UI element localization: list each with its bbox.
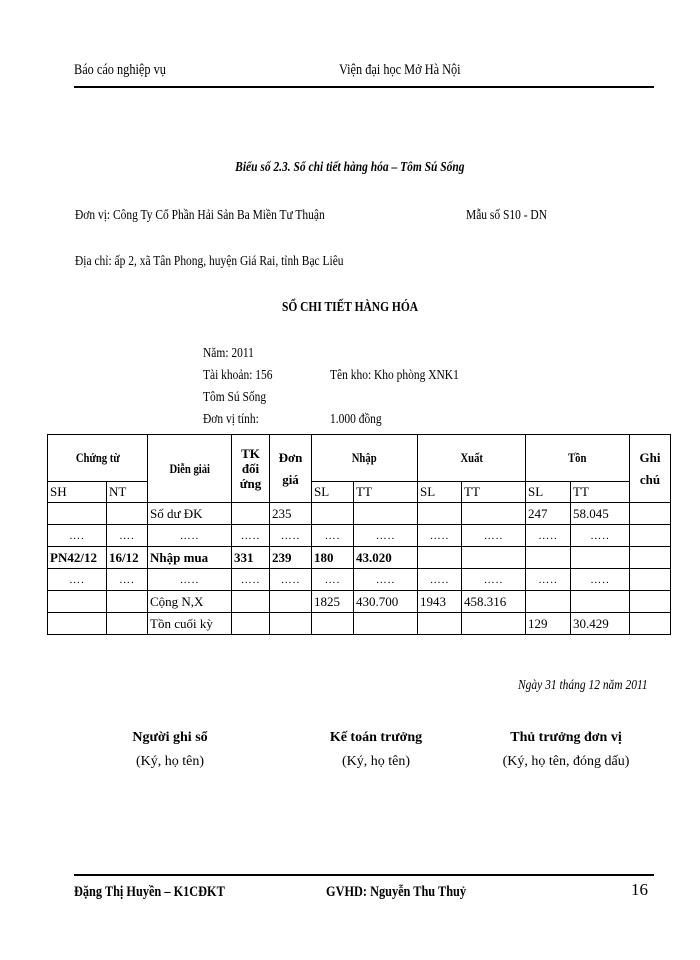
- cell-st-tt: 30.429: [571, 613, 630, 635]
- cell-sh: PN42/12: [48, 547, 107, 569]
- cell-in-sl: ….: [312, 525, 354, 547]
- cell-nt: [107, 503, 148, 525]
- table-row: [48, 613, 671, 635]
- cell-st-sl: …..: [526, 569, 571, 591]
- date-line-text: Ngày 31 tháng 12 năm 2011: [518, 678, 648, 693]
- cell-desc: …..: [148, 569, 232, 591]
- table-row: [48, 591, 671, 613]
- header-center-text: Viện đại học Mở Hà Nội: [339, 62, 461, 78]
- cell-nt: [107, 613, 148, 635]
- col-price-l1: Đơn: [278, 449, 303, 465]
- cell-out-sl: …..: [418, 569, 462, 591]
- cell-desc: Nhập mua: [148, 547, 232, 569]
- cell-price: …..: [270, 525, 312, 547]
- cell-out-sl: [418, 613, 462, 635]
- col-stock: Tồn: [526, 435, 630, 482]
- cell-acc: 331: [232, 547, 270, 569]
- cell-note: [630, 569, 671, 591]
- meta-unit-value: 1.000 đồng: [330, 412, 382, 427]
- col-note-l1: Ghi: [639, 449, 661, 465]
- col-import-tt: TT: [354, 482, 418, 503]
- signature-recorder: [70, 726, 270, 774]
- form-title-text: Biểu số 2.3. Sổ chi tiết hàng hóa – Tôm Sú Sống: [235, 160, 465, 175]
- cell-st-tt: [571, 591, 630, 613]
- cell-st-sl: [526, 591, 571, 613]
- cell-nt: 16/12: [107, 547, 148, 569]
- cell-in-tt: 430.700: [354, 591, 418, 613]
- cell-out-tt: …..: [462, 525, 526, 547]
- col-note: [630, 435, 671, 503]
- meta-account: Tài khoản: 156: [203, 368, 273, 383]
- meta-year: Năm: 2011: [203, 346, 254, 361]
- page-number: 16: [631, 880, 648, 899]
- cell-st-sl: [526, 547, 571, 569]
- cell-sh: ….: [48, 569, 107, 591]
- cell-in-tt: [354, 503, 418, 525]
- cell-desc: Tồn cuối kỳ: [148, 613, 232, 635]
- ledger-table: [47, 434, 671, 635]
- cell-st-sl: 247: [526, 503, 571, 525]
- cell-note: [630, 525, 671, 547]
- col-stock-sl: SL: [526, 482, 571, 503]
- cell-st-tt: …..: [571, 569, 630, 591]
- signature-role: Kế toán trưởng: [329, 730, 423, 745]
- signature-chief-accountant: [276, 726, 476, 774]
- col-sh: SH: [48, 482, 107, 503]
- cell-price: 235: [270, 503, 312, 525]
- cell-out-sl: …..: [418, 525, 462, 547]
- col-account-l2: đối: [241, 461, 260, 476]
- header-row-1: [48, 435, 671, 482]
- page-footer: [74, 874, 654, 906]
- table-row: [48, 525, 671, 547]
- cell-in-sl: [312, 613, 354, 635]
- col-import-sl: SL: [312, 482, 354, 503]
- ledger-title: [0, 300, 700, 316]
- cell-price: 239: [270, 547, 312, 569]
- cell-acc: [232, 503, 270, 525]
- form-title: [0, 160, 700, 176]
- col-export-tt: TT: [462, 482, 526, 503]
- cell-note: [630, 503, 671, 525]
- col-description: Diễn giải: [148, 435, 232, 503]
- cell-out-sl: [418, 547, 462, 569]
- meta-item: Tôm Sú Sống: [203, 390, 267, 405]
- col-account-l3: ứng: [239, 476, 262, 491]
- cell-in-tt: 43.020: [354, 547, 418, 569]
- date-line: [518, 678, 676, 694]
- col-import: Nhập: [312, 435, 418, 482]
- meta-unit-label: Đơn vị tính:: [203, 412, 259, 427]
- cell-in-tt: …..: [354, 569, 418, 591]
- cell-price: …..: [270, 569, 312, 591]
- meta-warehouse: Tên kho: Kho phòng XNK1: [330, 368, 459, 383]
- cell-in-tt: [354, 613, 418, 635]
- col-price-l2: giá: [282, 471, 299, 487]
- signature-hint: (Ký, họ tên): [341, 754, 411, 769]
- header-left-text: Báo cáo nghiệp vụ: [74, 62, 166, 78]
- signature-role: Người ghi sổ: [132, 730, 208, 745]
- cell-out-sl: 1943: [418, 591, 462, 613]
- col-export-sl: SL: [418, 482, 462, 503]
- table-row: [48, 569, 671, 591]
- cell-desc: …..: [148, 525, 232, 547]
- cell-out-tt: 458.316: [462, 591, 526, 613]
- cell-sh: [48, 503, 107, 525]
- cell-acc: …..: [232, 525, 270, 547]
- unit-line: [75, 208, 380, 224]
- signature-director: [466, 726, 666, 774]
- col-account-l1: TK: [241, 446, 260, 461]
- cell-in-sl: [312, 503, 354, 525]
- cell-note: [630, 613, 671, 635]
- cell-st-sl: …..: [526, 525, 571, 547]
- cell-acc: [232, 613, 270, 635]
- address-line-text: Địa chỉ: ấp 2, xã Tân Phong, huyện Giá Rai, tỉnh Bạc Liêu: [75, 254, 344, 269]
- cell-note: [630, 547, 671, 569]
- cell-in-sl: ….: [312, 569, 354, 591]
- cell-sh: [48, 591, 107, 613]
- address-line: [75, 254, 403, 270]
- unit-line-text: Đơn vị: Công Ty Cổ Phần Hải Sản Ba Miền Tư Thuận: [75, 208, 325, 223]
- col-nt: NT: [107, 482, 148, 503]
- cell-note: [630, 591, 671, 613]
- cell-desc: Cộng N,X: [148, 591, 232, 613]
- cell-price: [270, 613, 312, 635]
- page-header: [74, 56, 654, 88]
- signature-hint: (Ký, họ tên): [135, 754, 205, 769]
- cell-out-sl: [418, 503, 462, 525]
- cell-st-tt: [571, 547, 630, 569]
- cell-desc: Số dư ĐK: [148, 503, 232, 525]
- cell-nt: ….: [107, 569, 148, 591]
- footer-author: Đặng Thị Huyền – K1CĐKT: [74, 884, 225, 900]
- form-code-text: Mẫu số S10 - DN: [466, 208, 548, 223]
- table-row: [48, 503, 671, 525]
- cell-sh: [48, 613, 107, 635]
- cell-nt: [107, 591, 148, 613]
- cell-in-tt: …..: [354, 525, 418, 547]
- col-note-l2: chú: [639, 471, 661, 487]
- cell-in-sl: 1825: [312, 591, 354, 613]
- cell-price: [270, 591, 312, 613]
- cell-st-sl: 129: [526, 613, 571, 635]
- cell-acc: …..: [232, 569, 270, 591]
- cell-sh: ….: [48, 525, 107, 547]
- cell-acc: [232, 591, 270, 613]
- ledger-meta: [203, 343, 459, 431]
- cell-out-tt: [462, 613, 526, 635]
- cell-out-tt: …..: [462, 569, 526, 591]
- col-stock-tt: TT: [571, 482, 630, 503]
- col-price: [270, 435, 312, 503]
- signature-hint: (Ký, họ tên, đóng dấu): [502, 754, 630, 769]
- footer-supervisor: GVHD: Nguyễn Thu Thuỷ: [326, 884, 467, 900]
- cell-st-tt: 58.045: [571, 503, 630, 525]
- cell-out-tt: [462, 503, 526, 525]
- cell-out-tt: [462, 547, 526, 569]
- table-row: [48, 547, 671, 569]
- cell-nt: ….: [107, 525, 148, 547]
- cell-in-sl: 180: [312, 547, 354, 569]
- cell-st-tt: …..: [571, 525, 630, 547]
- signature-role: Thủ trưởng đơn vị: [510, 730, 622, 745]
- header-row-2: [48, 482, 671, 503]
- ledger-title-text: SỔ CHI TIẾT HÀNG HÓA: [281, 300, 419, 315]
- col-voucher: Chứng từ: [48, 435, 148, 482]
- col-export: Xuất: [418, 435, 526, 482]
- form-code: [466, 208, 565, 224]
- col-account: [232, 435, 270, 503]
